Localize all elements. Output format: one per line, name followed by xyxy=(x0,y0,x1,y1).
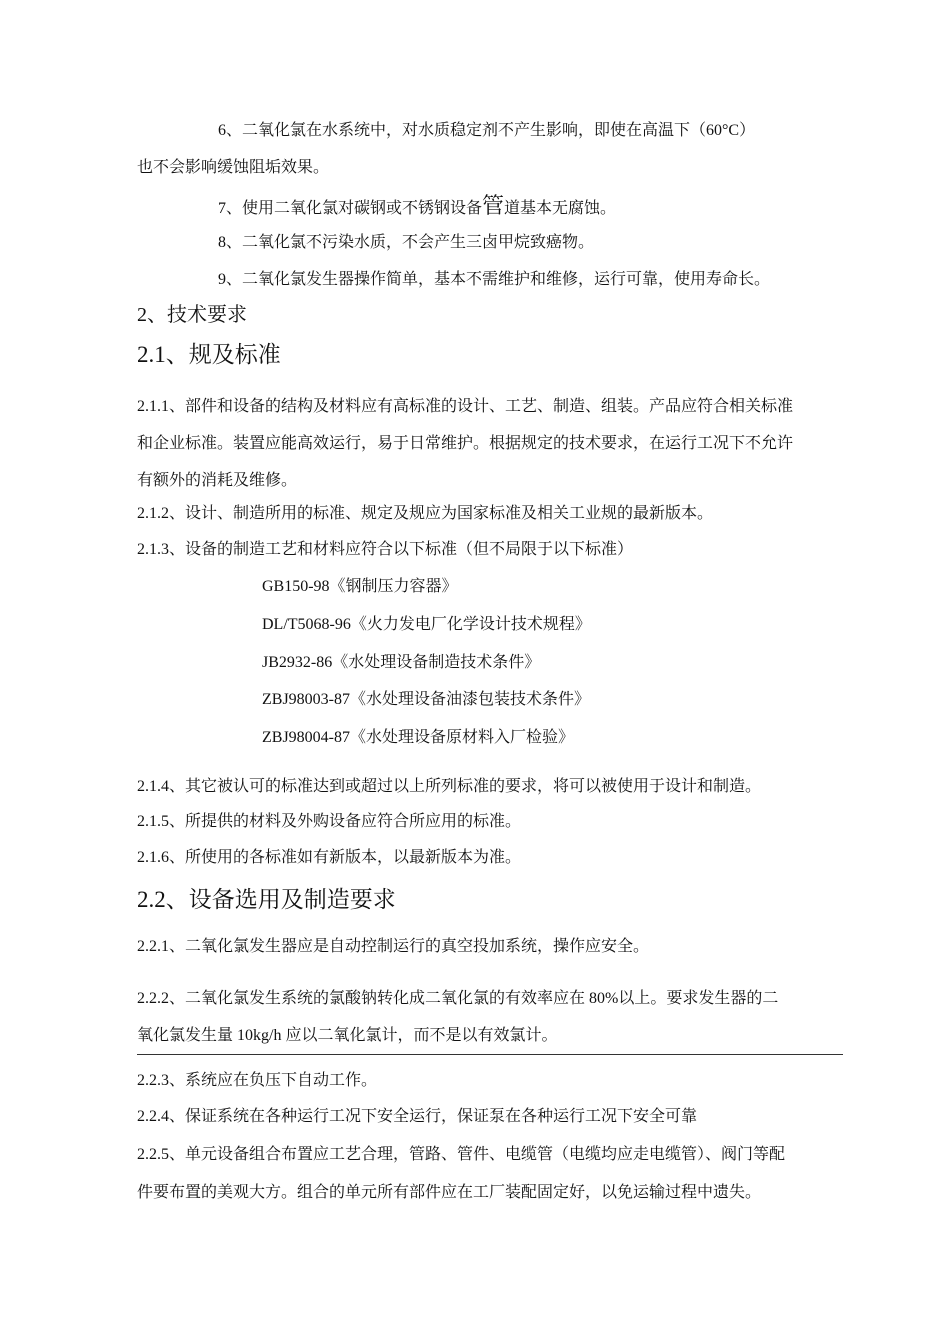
item-6-line-2: 也不会影响缓蚀阻垢效果。 xyxy=(137,159,330,176)
item-7-part-1: 7、使用二氧化氯对碳钢或不锈钢设备 xyxy=(218,200,483,217)
para-2-2-3: 2.2.3、系统应在负压下自动工作。 xyxy=(137,1072,378,1089)
heading-2: 2、技术要求 xyxy=(137,304,247,326)
para-2-2-2-line-2: 氧化氯发生量 10kg/h 应以二氧化氯计，而不是以有效氯计。 xyxy=(137,1027,558,1044)
horizontal-rule xyxy=(137,1054,843,1055)
heading-2-1: 2.1、规及标准 xyxy=(137,342,281,367)
para-2-2-2-line-1: 2.2.2、二氧化氯发生系统的氯酸钠转化成二氧化氯的有效率应在 80%以上。要求发生器的二 xyxy=(137,990,779,1007)
item-6-line-1: 6、二氧化氯在水系统中，对水质稳定剂不产生影响，即使在高温下（60°C） xyxy=(218,122,756,139)
item-9: 9、二氧化氯发生器操作简单，基本不需维护和维修，运行可靠，使用寿命长。 xyxy=(218,271,771,288)
standard-item: DL/T5068-96《火力发电厂化学设计技术规程》 xyxy=(262,616,591,633)
para-2-1-6: 2.1.6、所使用的各标准如有新版本，以最新版本为准。 xyxy=(137,849,522,866)
item-8: 8、二氧化氯不污染水质，不会产生三卤甲烷致癌物。 xyxy=(218,234,595,251)
para-2-1-4: 2.1.4、其它被认可的标准达到或超过以上所列标准的要求，将可以被使用于设计和制造。 xyxy=(137,778,762,795)
para-2-2-5-line-2: 件要布置的美观大方。组合的单元所有部件应在工厂装配固定好，以免运输过程中遗失。 xyxy=(137,1184,762,1201)
standard-item: GB150-98《钢制压力容器》 xyxy=(262,578,458,595)
para-2-2-1: 2.2.1、二氧化氯发生器应是自动控制运行的真空投加系统，操作应安全。 xyxy=(137,938,650,955)
para-2-2-4: 2.2.4、保证系统在各种运行工况下安全运行，保证泵在各种运行工况下安全可靠 xyxy=(137,1108,698,1125)
para-2-2-5-line-1: 2.2.5、单元设备组合布置应工艺合理，管路、管件、电缆管（电缆均应走电缆管）、阀门等配 xyxy=(137,1146,786,1163)
para-2-1-5: 2.1.5、所提供的材料及外购设备应符合所应用的标准。 xyxy=(137,813,522,830)
para-2-1-1-line-3: 有额外的消耗及维修。 xyxy=(137,472,298,489)
item-7-large-char: 管 xyxy=(482,193,505,218)
para-2-1-1-line-1: 2.1.1、部件和设备的结构及材料应有高标准的设计、工艺、制造、组装。产品应符合相关标准 xyxy=(137,398,794,415)
heading-2-2: 2.2、设备选用及制造要求 xyxy=(137,887,396,912)
para-2-1-1-line-2: 和企业标准。装置应能高效运行，易于日常维护。根据规定的技术要求，在运行工况下不允许 xyxy=(137,435,794,452)
item-7 xyxy=(218,195,616,220)
item-7-part-2: 道基本无腐蚀。 xyxy=(504,200,617,217)
para-2-1-2: 2.1.2、设计、制造所用的标准、规定及规应为国家标准及相关工业规的最新版本。 xyxy=(137,505,714,522)
standard-item: JB2932-86《水处理设备制造技术条件》 xyxy=(262,654,541,671)
standard-item: ZBJ98004-87《水处理设备原材料入厂检验》 xyxy=(262,729,575,746)
para-2-1-3: 2.1.3、设备的制造工艺和材料应符合以下标准（但不局限于以下标准） xyxy=(137,541,634,558)
standard-item: ZBJ98003-87《水处理设备油漆包装技术条件》 xyxy=(262,691,591,708)
